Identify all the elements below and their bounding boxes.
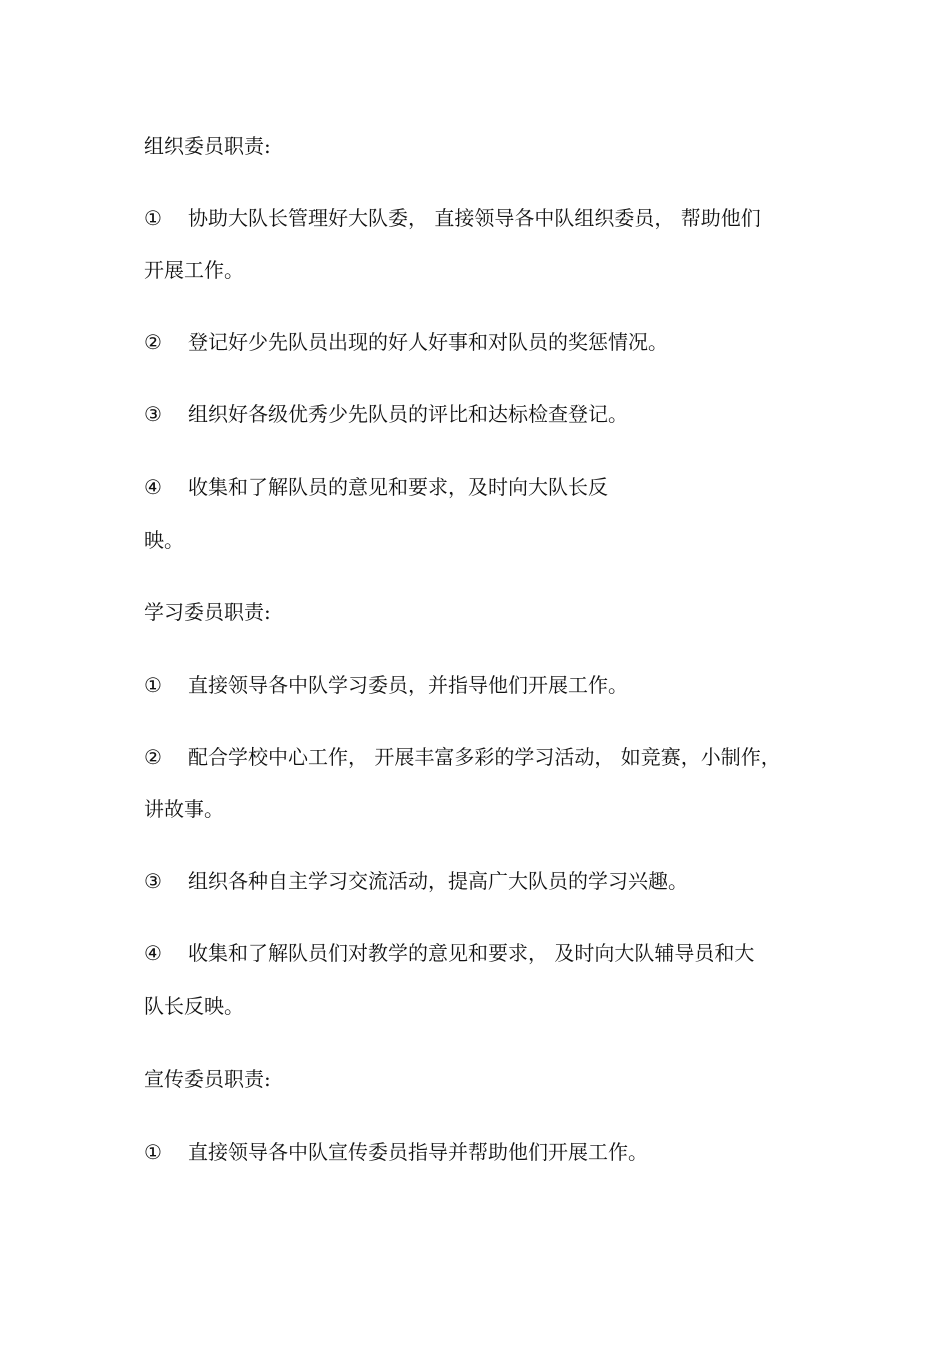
section-heading-study: 学习委员职责: (144, 600, 271, 624)
list-item (144, 475, 608, 499)
item-number: ③ (144, 869, 162, 893)
list-item (144, 673, 628, 697)
list-item (144, 330, 668, 354)
item-number: ② (144, 330, 162, 354)
item-text: 登记好少先队员出现的好人好事和对队员的奖惩情况。 (188, 330, 668, 354)
list-item (144, 745, 781, 769)
item-number: ① (144, 206, 162, 230)
section-heading-publicity: 宣传委员职责: (144, 1067, 271, 1091)
item-number: ④ (144, 475, 162, 499)
item-text: 组织好各级优秀少先队员的评比和达标检查登记。 (188, 402, 628, 426)
list-item (144, 941, 754, 965)
item-text-continuation: 队长反映。 (144, 994, 244, 1018)
item-text: 收集和了解队员们对教学的意见和要求， 及时向大队辅导员和大 (188, 941, 755, 965)
item-number: ④ (144, 941, 162, 965)
item-text: 直接领导各中队宣传委员指导并帮助他们开展工作。 (188, 1140, 648, 1164)
section-heading-organization: 组织委员职责: (144, 134, 271, 158)
list-item (144, 402, 628, 426)
item-text: 配合学校中心工作， 开展丰富多彩的学习活动， 如竞赛，小制作， (188, 745, 781, 769)
item-number: ① (144, 673, 162, 697)
item-text: 收集和了解队员的意见和要求，及时向大队长反 (188, 475, 608, 499)
item-text: 协助大队长管理好大队委， 直接领导各中队组织委员， 帮助他们 (188, 206, 761, 230)
item-text-continuation: 映。 (144, 528, 184, 552)
item-text: 直接领导各中队学习委员，并指导他们开展工作。 (188, 673, 628, 697)
list-item (144, 869, 688, 893)
item-text: 组织各种自主学习交流活动，提高广大队员的学习兴趣。 (188, 869, 688, 893)
item-number: ③ (144, 402, 162, 426)
item-text-continuation: 讲故事。 (144, 797, 224, 821)
list-item (144, 1140, 648, 1164)
item-text-continuation: 开展工作。 (144, 258, 244, 282)
item-number: ① (144, 1140, 162, 1164)
list-item (144, 206, 761, 230)
item-number: ② (144, 745, 162, 769)
